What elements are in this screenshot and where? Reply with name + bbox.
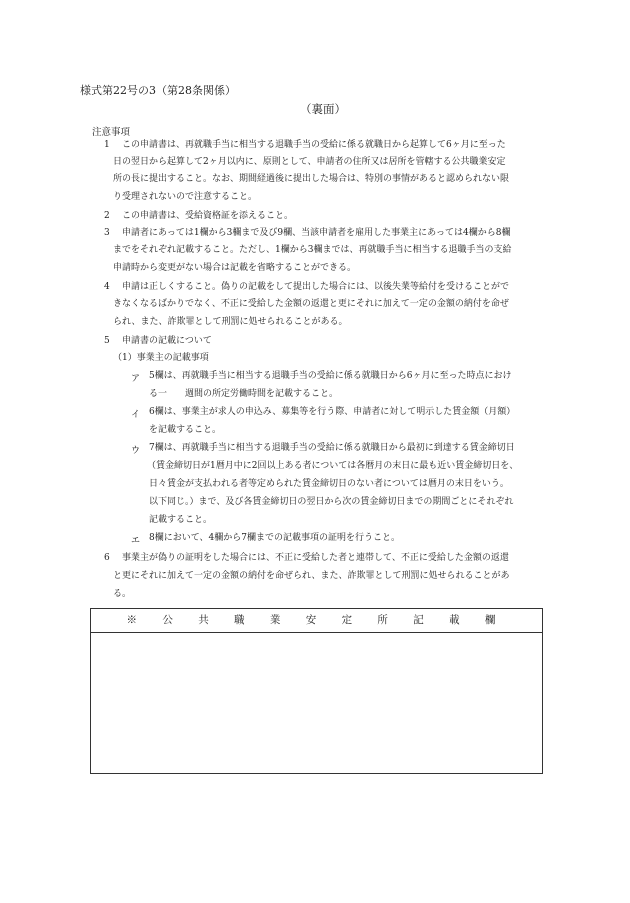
note-number: 6 [104,553,110,563]
note-line: と更にそれに加えて一定の金額の納付を命ぜられ、また、詐欺罪として刑罰に処せられることがあ [113,571,510,581]
sub-item-line: （賃金締切日が1暦月中に2回以上ある者については各暦月の末日に最も近い賃金締切日を、 [147,461,519,471]
sub-item-line: 6欄は、事業主が求人の申込み、募集等を行う際、申請者に対して明示した賃金額（月額） [149,407,516,417]
note-line: られ、また、詐欺罪として刑罰に処せられることがある。 [113,317,348,327]
form-id: 様式第22号の3（第28条関係） [80,84,236,97]
note-line: 日の翌日から起算して2ヶ月以内に、原則として、申請者の住所又は居所を管轄する公共職業安定 [113,157,506,167]
sub-item-line: 記載すること。 [149,515,213,525]
office-use-box-body [91,633,542,773]
note-line: この申請書は、受給資格証を添えること。 [122,211,294,221]
office-use-box-title: ※ 公 共 職 業 安 定 所 記 載 欄 [91,609,542,633]
sub-item-mark: エ [131,536,141,546]
note-number: 2 [104,211,110,221]
note-line: る。 [113,589,132,599]
note-line: 申請時から変更がない場合は記載を省略することができる。 [113,263,357,273]
sub-item-line: 以下同じ。）まで、及び各賃金締切日の翌日から次の賃金締切日までの期間ごとにそれぞれ [149,497,514,507]
sub-item-line: 8欄において、4欄から7欄までの記載事項の証明を行うこと。 [149,533,400,543]
sub-item-line: を記載すること。 [149,425,222,435]
note-number: 1 [104,140,110,150]
office-use-box [90,608,543,774]
note-line: 申請は正しくすること。偽りの記載をして提出した場合には、以後失業等給付を受けることがで [122,282,510,292]
note-number: 3 [104,228,110,238]
sub-item-mark: ア [131,374,141,384]
note-line: り受理されないので注意すること。 [113,192,258,202]
note-number: 5 [104,336,110,346]
sub-item-line: 5欄は、再就職手当に相当する退職手当の受給に係る就職日から6ヶ月に至った時点におけ [149,371,512,381]
sub-item-line: る一 週間の所定労働時間を記載すること。 [149,389,339,399]
note-line: この申請書は、再就職手当に相当する退職手当の受給に係る就職日から起算して6ヶ月に至った [122,140,506,150]
note-line: 所の長に提出すること。なお、期間経過後に提出した場合は、特別の事情があると認められない限 [113,174,510,184]
note-line: 事業主が偽りの証明をした場合には、不正に受給した者と連帯して、不正に受給した金額の返還 [122,553,509,563]
sub-heading: （1）事業主の記載事項 [113,353,209,363]
notes-heading: 注意事項 [92,127,131,138]
sub-item-line: 7欄は、再就職手当に相当する退職手当の受給に係る就職日から最初に到達する賃金締切日 [149,443,515,453]
sub-item-mark: イ [131,410,141,420]
sub-item-line: 日々賃金が支払われる者等定められた賃金締切日のない者については暦月の末日をいう。 [149,479,509,489]
note-number: 4 [104,282,110,292]
note-line: 申請書の記載について [122,336,212,346]
note-line: きなくなるばかりでなく、不正に受給した金額の返還と更にそれに加えて一定の金額の納付を命ぜ [113,299,509,309]
note-line: 申請者にあっては1欄から3欄まで及び9欄、当該申請者を雇用した事業主にあっては4欄から8欄 [122,228,511,238]
note-line: までをそれぞれ記載すること。ただし、1欄から3欄までは、再就職手当に相当する退職手当の支給 [113,245,512,255]
page-side-label: （裏面） [300,102,346,116]
sub-item-mark: ウ [131,446,141,456]
